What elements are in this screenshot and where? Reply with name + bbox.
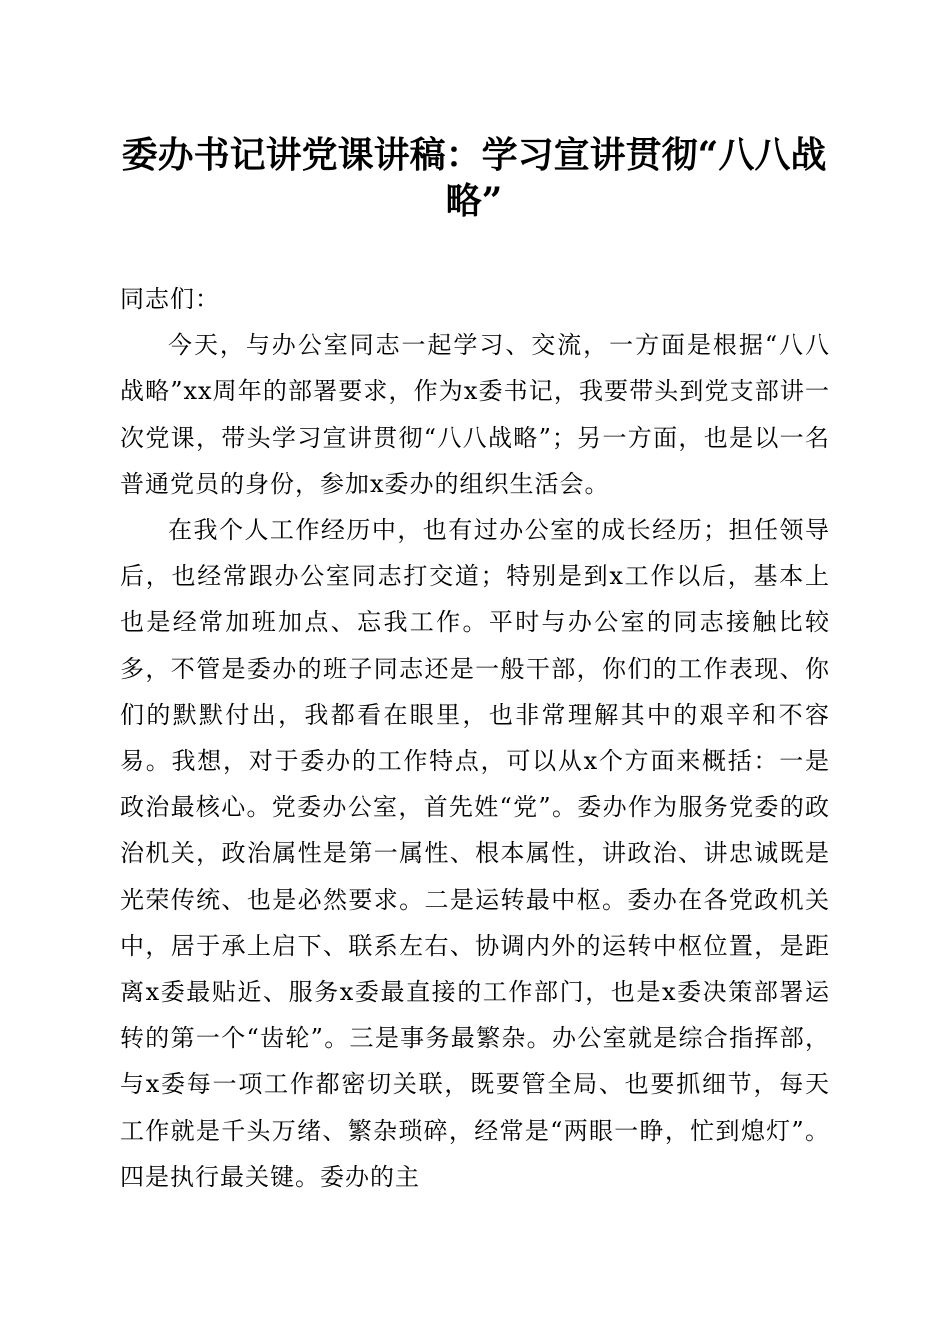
document-title: 委办书记讲党课讲稿：学习宣讲贯彻“八八战略” [121, 134, 827, 222]
paragraph-1: 今天，与办公室同志一起学习、交流，一方面是根据“八八战略”xx周年的部署要求，作为x委书记，我要带头到党支部讲一次党课，带头学习宣讲贯彻“八八战略”；另一方面，也是以一名普通党员的身份，参加x委办的组织生活会。 [120, 331, 830, 498]
document-body [120, 276, 830, 1200]
salutation: 同志们： [120, 285, 220, 313]
paragraph-2: 在我个人工作经历中，也有过办公室的成长经历；担任领导后，也经常跟办公室同志打交道；特别是到x工作以后，基本上也是经常加班加点、忘我工作。平时与办公室的同志接触比较多，不管是委办的班子同志还是一般干部，你们的工作表现、你们的默默付出，我都看在眼里，也非常理解其中的艰辛和不容易。我想，对于委办的工作特点，可以从x个方面来概括：一是政治最核心。党委办公室，首先姓“党”。委办作为服务党委的政治机关，政治属性是第一属性、根本属性，讲政治、讲忠诚既是光荣传统、也是必然要求。二是运转最中枢。委办在各党政机关中，居于承上启下、联系左右、协调内外的运转中枢位置，是距离x委最贴近、服务x委最直接的工作部门，也是x委决策部署运转的第一个“齿轮”。三是事务最繁杂。办公室就是综合指挥部，与x委每一项工作都密切关联，既要管全局、也要抓细节，每天工作就是千头万绪、繁杂琐碎，经常是“两眼一睁，忙到熄灯”。四是执行最关键。委办的主 [120, 516, 830, 1191]
